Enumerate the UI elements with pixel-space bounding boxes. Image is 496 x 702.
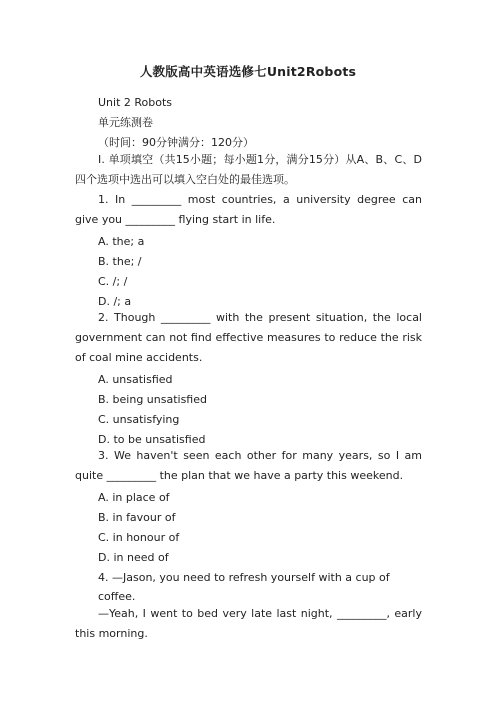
- test-name: 单元练测卷: [98, 116, 153, 129]
- option: B. being unsatisfied: [98, 393, 207, 406]
- question-stem-continued: coffee.: [98, 590, 136, 603]
- option: B. the; /: [98, 255, 142, 268]
- option: B. in favour of: [98, 511, 176, 524]
- option: D. to be unsatisfied: [98, 433, 206, 446]
- unit-line: Unit 2 Robots: [98, 96, 173, 109]
- question-stem: 3. We haven't seen each other for many years, so I am quite _________ the plan that we have a party this weekend.: [75, 449, 422, 482]
- option: A. unsatisfied: [98, 373, 173, 386]
- question-stem: 4. —Jason, you need to refresh yourself with a cup of: [98, 571, 390, 584]
- question-stem: 2. Though _________ with the present situation, the local government can not find effective measures to reduce the risk of coal mine accidents.: [75, 311, 422, 364]
- time-info: （时间：90分钟满分：120分）: [98, 136, 254, 149]
- option: D. in need of: [98, 551, 169, 564]
- document-title: 人教版高中英语选修七Unit2Robots: [139, 64, 357, 79]
- question-stem: 1. In _________ most countries, a university degree can give you _________ flying start in life.: [75, 193, 422, 226]
- section-header: Ⅰ. 单项填空（共15小题；每小题1分，满分15分）从A、B、C、D四个选项中选出可以填入空白处的最佳选项。: [75, 153, 422, 186]
- dialogue-reply: —Yeah, I went to bed very late last night, _________, early this morning.: [75, 607, 422, 640]
- option: C. /; /: [98, 275, 128, 288]
- option: D. /; a: [98, 295, 132, 308]
- option: A. the; a: [98, 235, 145, 248]
- option: C. unsatisfying: [98, 413, 180, 426]
- option: C. in honour of: [98, 531, 180, 544]
- option: A. in place of: [98, 491, 170, 504]
